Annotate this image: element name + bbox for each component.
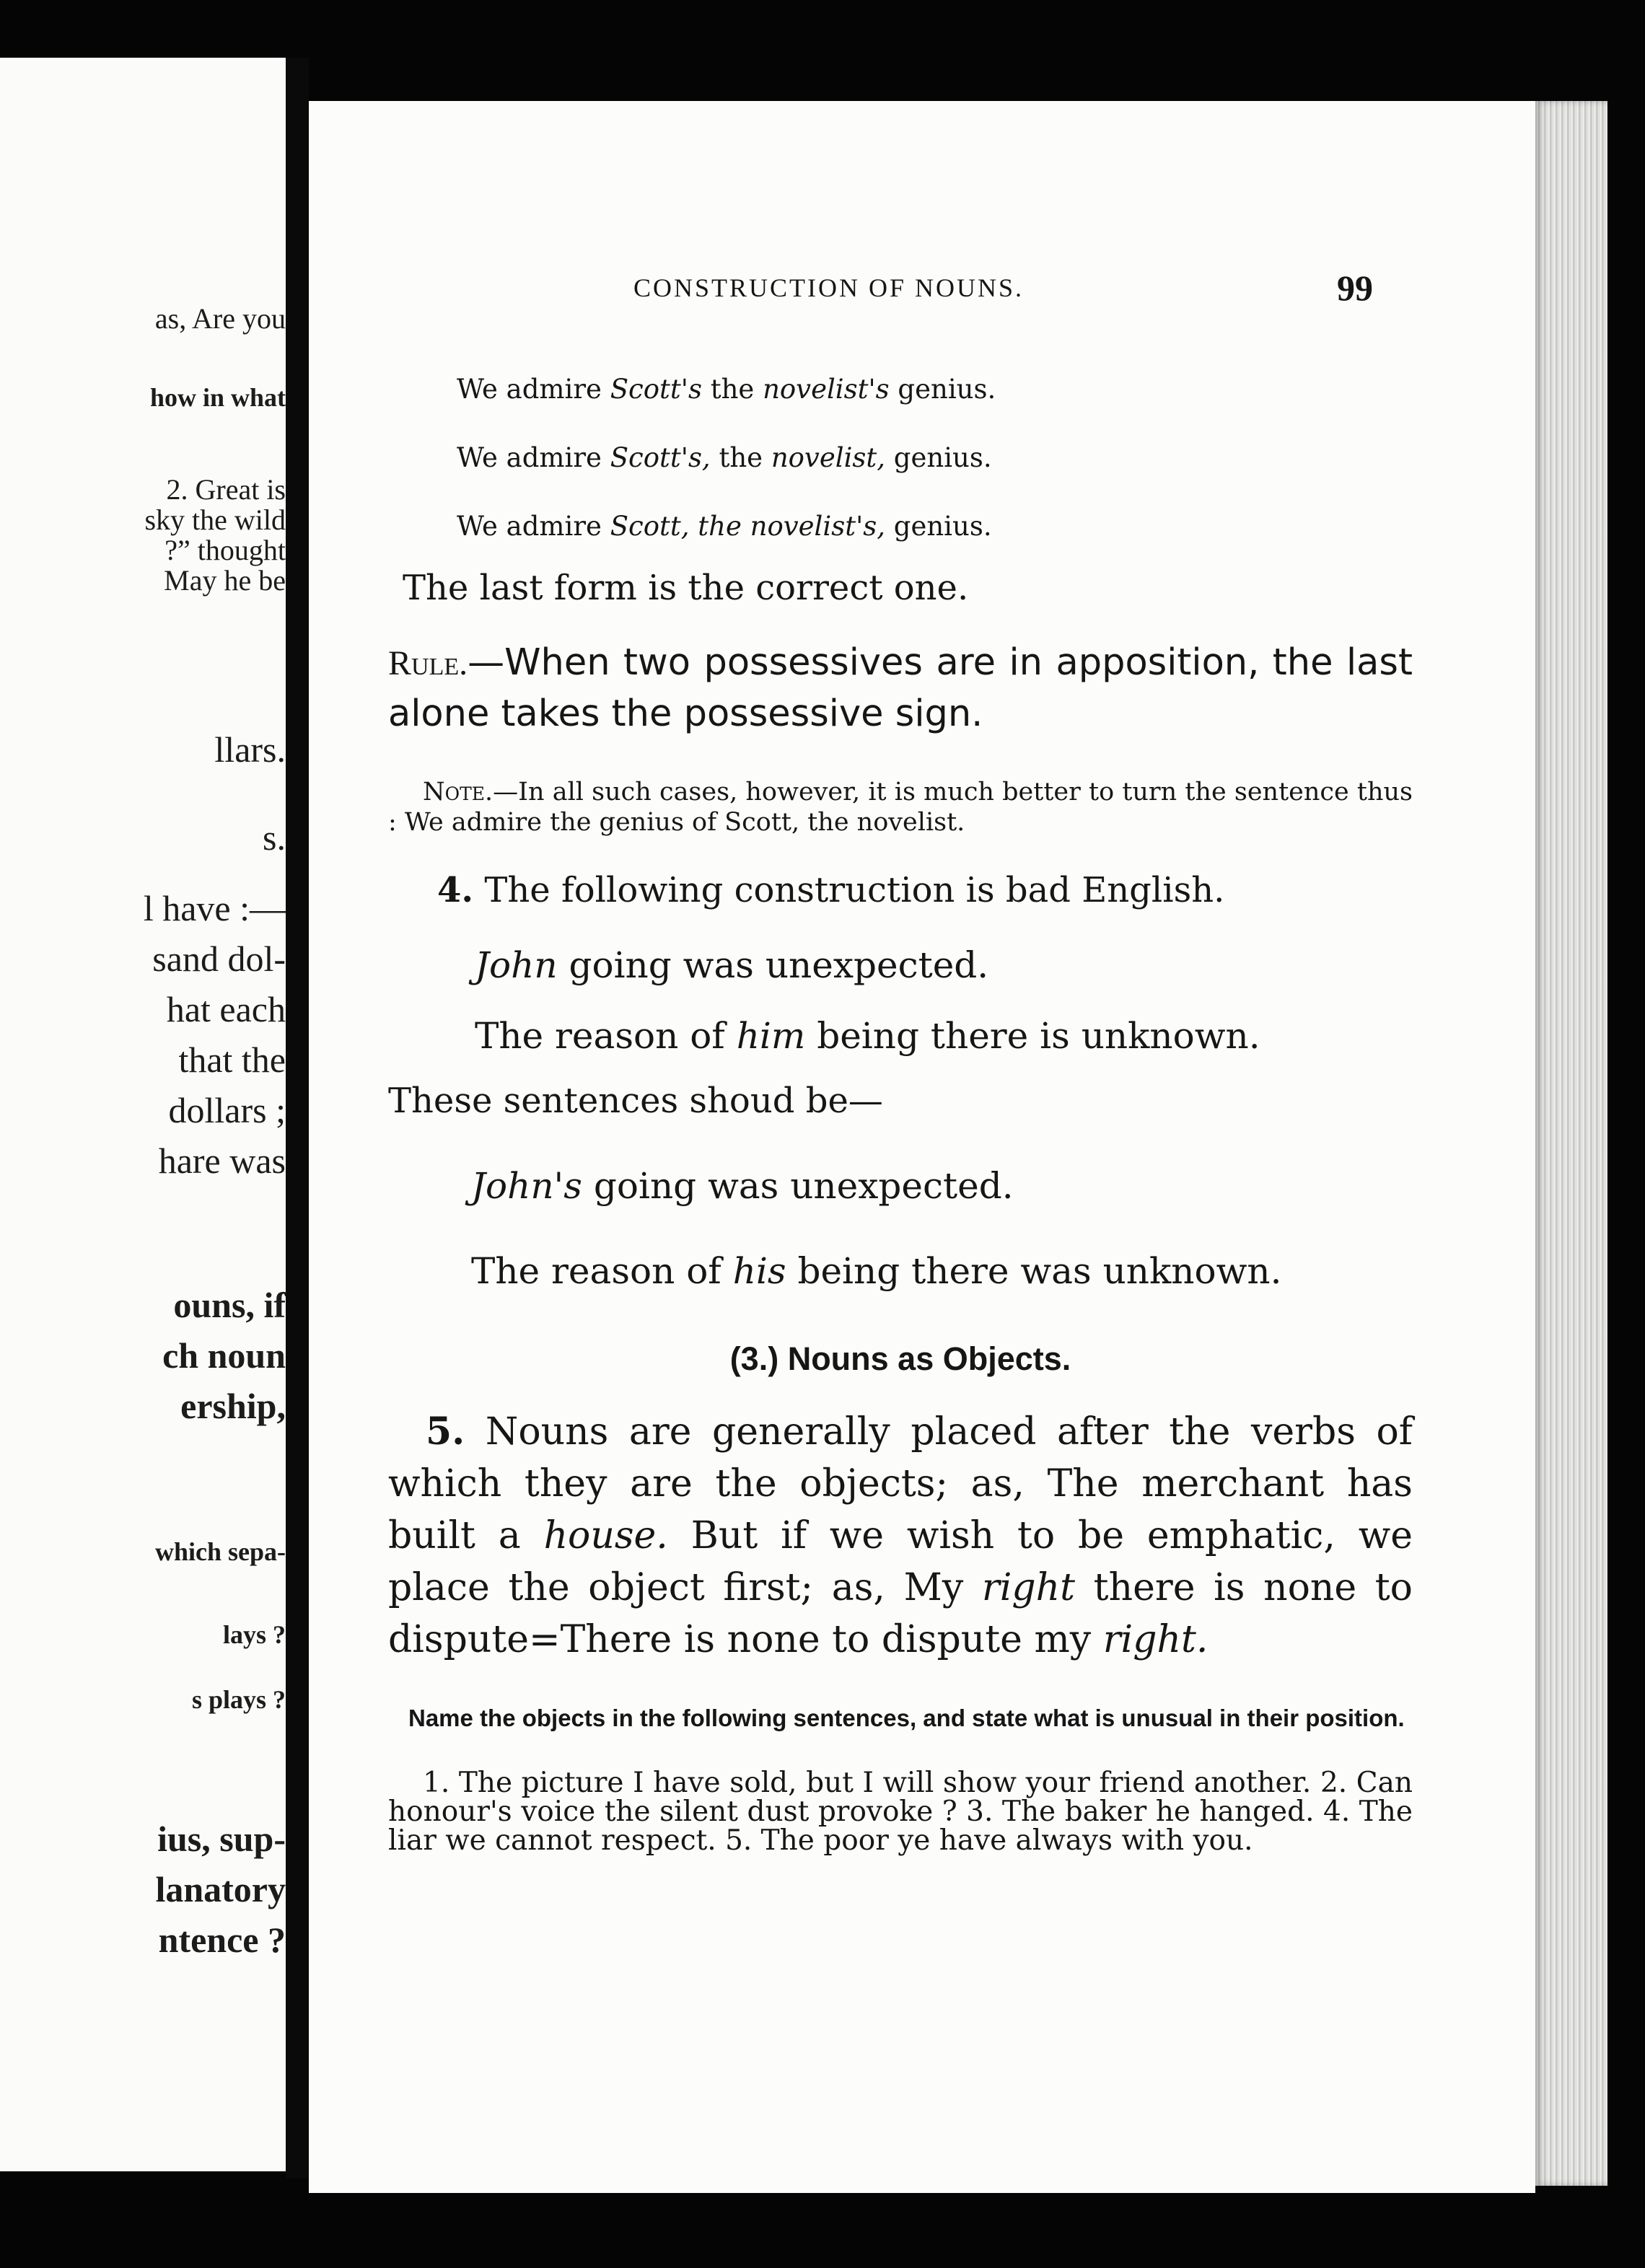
bad-example-1: John going was unexpected. <box>475 944 989 986</box>
left-page-fragment: lays ? <box>222 1620 286 1649</box>
example-line-1: We admire Scott's the novelist's genius. <box>457 374 996 405</box>
should-be-line: These sentences shoud be— <box>388 1081 883 1121</box>
example-line-2: We admire Scott's, the novelist, genius. <box>457 442 992 473</box>
left-page-fragment: ntence ? <box>158 1920 286 1960</box>
left-page-fragment: hat each <box>166 989 286 1029</box>
good-example-1: John's going was unexpected. <box>471 1165 1014 1207</box>
rule-paragraph: Rule.—When two possessives are in apposition, the last alone takes the possessive sign. <box>388 641 1413 735</box>
left-page-fragment: s. <box>263 817 286 858</box>
page-content <box>388 372 1413 1855</box>
left-page-fragment: ?” thought <box>164 534 286 566</box>
bad-example-2: The reason of him being there is unknown. <box>475 1015 1260 1057</box>
left-page-fragment: ius, sup- <box>157 1819 286 1859</box>
running-head-title: CONSTRUCTION OF NOUNS. <box>633 273 1025 302</box>
item-4: 4. The following construction is bad English. <box>437 870 1225 910</box>
example-line-3: We admire Scott, the novelist's, genius. <box>457 511 992 542</box>
last-form-statement: The last form is the correct one. <box>403 568 969 608</box>
left-page-fragment: how in what <box>149 383 286 412</box>
right-page <box>309 101 1535 2193</box>
page-number: 99 <box>1337 268 1373 308</box>
left-page-fragment: as, Are you <box>154 302 286 335</box>
left-page-fragment: s plays ? <box>191 1685 286 1714</box>
left-page-fragment: lanatory <box>155 1869 286 1909</box>
left-facing-page <box>0 58 286 2171</box>
page-edges <box>1535 101 1607 2186</box>
left-page-fragment: llars. <box>214 729 286 770</box>
note-label: Note. <box>423 778 494 806</box>
left-page-fragment: ership, <box>180 1386 286 1426</box>
left-page-fragment: ouns, if <box>173 1285 286 1325</box>
book-gutter <box>286 58 309 2179</box>
rule-label: Rule. <box>388 644 468 682</box>
left-page-fragment: 2. Great is <box>166 473 286 506</box>
left-page-fragment: dollars ; <box>168 1090 286 1130</box>
section-heading: (3.) Nouns as Objects. <box>729 1340 1071 1377</box>
left-page-fragment: l have :— <box>143 888 286 928</box>
left-page-fragment: that the <box>178 1040 286 1080</box>
note-paragraph: Note.—In all such cases, however, it is much better to turn the sentence thus : We admire the genius of Scott, the novelist. <box>388 778 1413 837</box>
left-page-fragment: ch noun <box>162 1335 286 1376</box>
left-page-fragment: sand dol- <box>152 939 286 979</box>
left-page-fragment: hare was <box>158 1140 286 1181</box>
exercise-instruction: Name the objects in the following sentences, and state what is unusual in their position. <box>408 1705 1405 1731</box>
left-page-fragment: sky the wild <box>144 504 286 536</box>
left-page-fragment: which sepa- <box>154 1537 286 1566</box>
left-page-fragment: May he be <box>164 564 286 597</box>
good-example-2: The reason of his being there was unknown. <box>471 1250 1282 1292</box>
exercise-sentences: 1. The picture I have sold, but I will show your friend another. 2. Can honour's voice the silent dust provoke ? 3. The baker he hanged. 4. The liar we cannot respect. 5. The poor ye have always with you. <box>388 1767 1413 1857</box>
item-5: 5. Nouns are generally placed after the verbs of which they are the objects; as, The merchant has built a house. But if we wish to be emphatic, we place the object first; as, My right there is none to dispute=There is none to dispute my right. <box>388 1410 1413 1661</box>
